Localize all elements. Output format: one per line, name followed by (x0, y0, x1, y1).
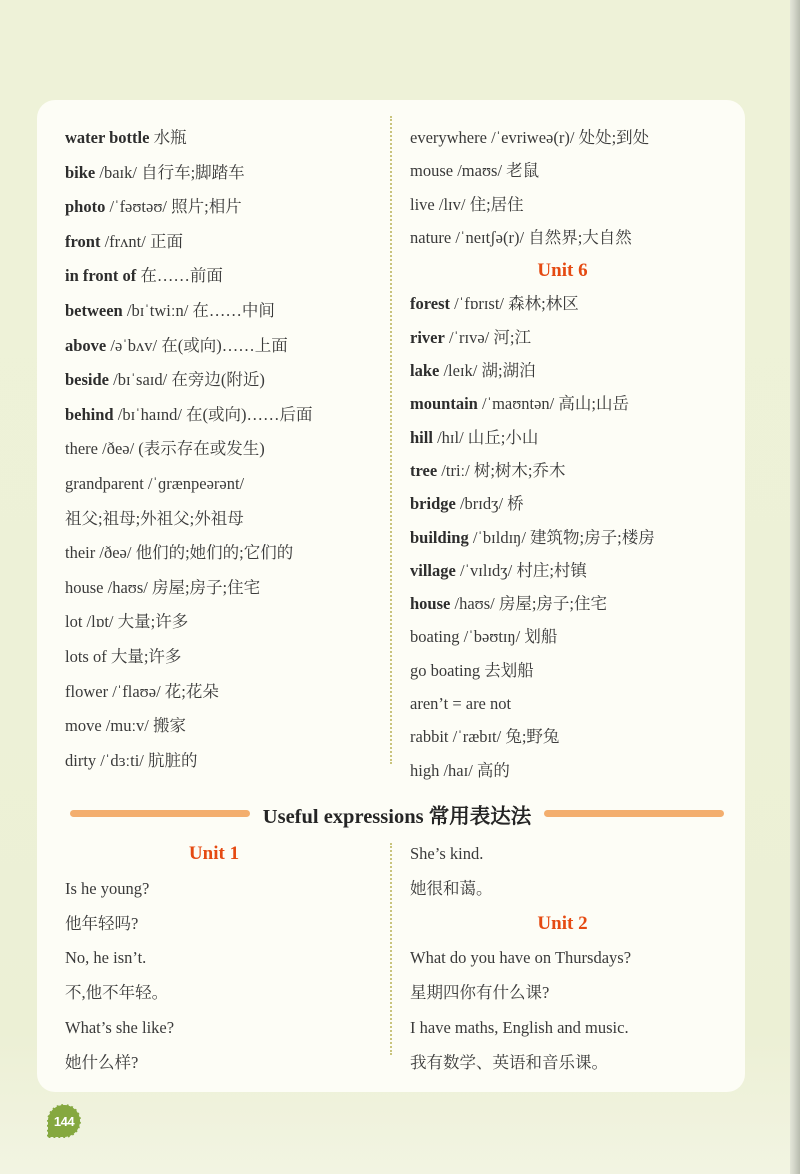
vocab-entry: dirty /ˈdɜːti/ 肮脏的 (65, 750, 198, 770)
vocab-entry: above /əˈbʌv/ 在(或向)……上面 (65, 335, 288, 355)
vocab-entry: between /bɪˈtwiːn/ 在……中间 (65, 300, 275, 320)
vocab-entry: photo /ˈfəʊtəʊ/ 照片;相片 (65, 197, 242, 217)
vocab-entry: lot /lɒt/ 大量;许多 (65, 612, 189, 632)
vocab-entry: behind /bɪˈhaɪnd/ 在(或向)……后面 (65, 404, 313, 424)
vocab-entry: live /lɪv/ 住;居住 (410, 194, 524, 214)
vocab-entry: bike /baɪk/ 自行车;脚踏车 (65, 162, 245, 182)
vocab-entry: grandparent /ˈɡrænpeərənt/ (65, 473, 245, 493)
title-english: Useful expressions (262, 805, 424, 828)
expression-line: Is he young? (65, 878, 150, 898)
header-bar-left (70, 810, 250, 817)
expressions-left-column (37, 837, 391, 1081)
expression-line: 她什么样? (65, 1052, 139, 1072)
vocab-entry: move /muːv/ 搬家 (65, 716, 187, 736)
page-content-card (37, 100, 745, 1092)
useful-expressions-header (43, 797, 745, 831)
vocab-right-top (410, 121, 737, 254)
vocab-entry: nature /ˈneɪtʃə(r)/ 自然界;大自然 (410, 227, 632, 247)
vocab-entry: aren’t = are not (410, 694, 512, 714)
unit-2-heading: Unit 2 (537, 912, 588, 934)
vocab-entry: in front of 在……前面 (65, 266, 223, 286)
vocab-entry: there /ðeə/ (表示存在或发生) (65, 439, 265, 459)
vocab-section (37, 100, 745, 787)
title-chinese: 常用表达法 (428, 805, 532, 828)
vocab-entry: mountain /ˈmaʊntən/ 高山;山岳 (410, 394, 629, 414)
vocab-entry: tree /triː/ 树;树木;乔木 (410, 460, 566, 480)
vocab-entry: go boating 去划船 (410, 660, 534, 680)
vocab-entry: building /ˈbɪldɪŋ/ 建筑物;房子;楼房 (410, 527, 655, 547)
expression-line: 星期四你有什么课? (410, 983, 550, 1003)
vocab-entry: bridge /brɪdʒ/ 桥 (410, 494, 524, 514)
expression-line: She’s kind. (410, 843, 484, 863)
vocab-entry: lake /leɪk/ 湖;湖泊 (410, 361, 536, 381)
vocab-entry: house /haʊs/ 房屋;房子;住宅 (65, 577, 261, 597)
vocab-left-column (37, 121, 391, 787)
header-bar-right (544, 810, 724, 817)
expression-line: What’s she like? (65, 1017, 175, 1037)
expressions-section (37, 837, 745, 1081)
vocab-entry: their /ðeə/ 他们的;她们的;它们的 (65, 543, 294, 563)
expressions-right-column (391, 837, 745, 1081)
vocab-entry: water bottle 水瓶 (65, 128, 187, 147)
unit-1-heading: Unit 1 (188, 842, 240, 864)
vocab-entry: village /ˈvɪlɪdʒ/ 村庄;村镇 (410, 560, 587, 580)
vocab-entry: boating /ˈbəʊtɪŋ/ 划船 (410, 627, 558, 647)
vocab-entry: mouse /maʊs/ 老鼠 (410, 161, 540, 181)
expression-line: 她很和蔼。 (410, 878, 493, 898)
vocab-entry: hill /hɪl/ 山丘;小山 (410, 427, 539, 447)
vocab-right-rest (410, 287, 737, 786)
vocab-entry: beside /bɪˈsaɪd/ 在旁边(附近) (65, 370, 265, 390)
unit-2-pre-lines (410, 837, 737, 907)
expression-line: No, he isn’t. (65, 948, 147, 968)
unit-6-heading: Unit 6 (537, 260, 588, 282)
vocab-entry: river /ˈrɪvə/ 河;江 (410, 327, 531, 347)
vocab-entry: house /haʊs/ 房屋;房子;住宅 (410, 594, 607, 614)
page-number-badge (47, 1104, 81, 1138)
vocab-entry: everywhere /ˈevriweə(r)/ 处处;到处 (410, 128, 650, 147)
vocab-entry: rabbit /ˈræbɪt/ 兔;野兔 (410, 727, 560, 747)
useful-expressions-title (263, 799, 531, 829)
vocab-entry: 祖父;祖母;外祖父;外祖母 (65, 508, 244, 528)
vocab-entry: high /haɪ/ 高的 (410, 760, 510, 780)
vocab-entry: lots of 大量;许多 (65, 646, 182, 666)
expression-line: 我有数学、英语和音乐课。 (410, 1052, 608, 1072)
column-divider (390, 116, 392, 764)
expression-line: 他年轻吗? (65, 913, 139, 933)
expression-line: 不,他不年轻。 (65, 983, 169, 1003)
vocab-right-column (391, 121, 745, 787)
unit-1-lines (65, 872, 385, 1081)
vocab-entry: flower /ˈflaʊə/ 花;花朵 (65, 681, 219, 701)
page-number: 144 (53, 1113, 75, 1129)
scan-page-edge (790, 0, 800, 1174)
unit-2-lines (410, 941, 737, 1080)
expression-line: I have maths, English and music. (410, 1017, 629, 1037)
vocab-entry: front /frʌnt/ 正面 (65, 231, 183, 251)
vocab-entry: forest /ˈfɒrɪst/ 森林;林区 (410, 294, 579, 314)
expression-line: What do you have on Thursdays? (410, 948, 632, 968)
column-divider (390, 843, 392, 1055)
